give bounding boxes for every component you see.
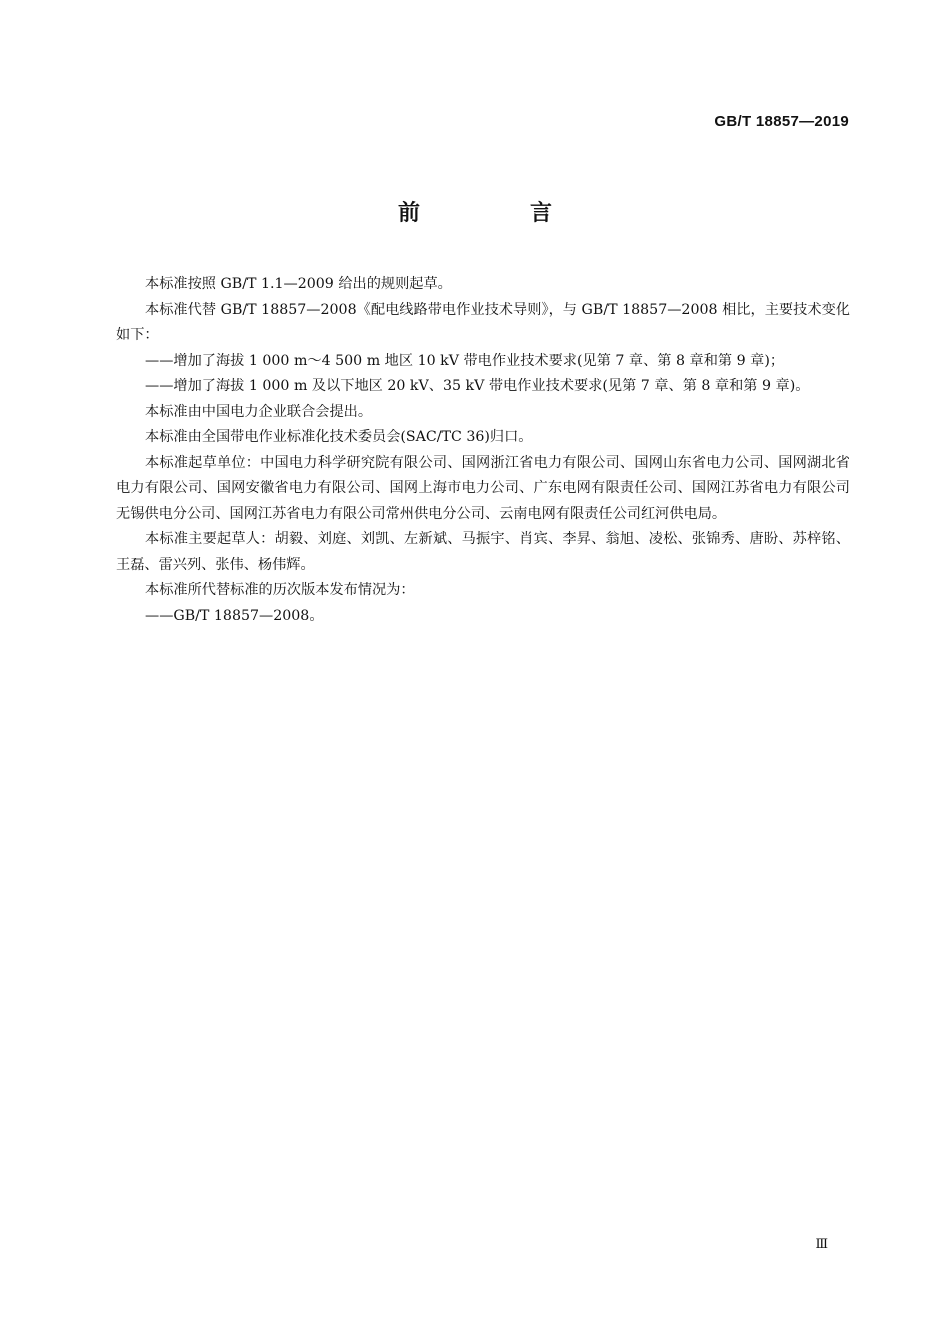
page-title: 前 言 (397, 201, 596, 226)
paragraph-drafting-rules: 本标准按照 GB/T 1.1—2009 给出的规则起草。 (145, 276, 452, 292)
paragraph-history-item: ——GB/T 18857—2008。 (145, 607, 324, 624)
paragraph-change-2: ——增加了海拔 1 000 m 及以下地区 20 kV、35 kV 带电作业技术要求(见第 7 章、第 8 章和第 9 章)。 (145, 378, 810, 394)
paragraph-change-1: ——增加了海拔 1 000 m～4 500 m 地区 10 kV 带电作业技术要求(见第 7 章、第 8 章和第 9 章)； (145, 352, 785, 369)
paragraph-drafters: 本标准主要起草人：胡毅、刘庭、刘凯、左新斌、马振宇、肖宾、李昇、翁旭、凌松、张锦秀、唐盼、苏梓铭、王磊、雷兴列、张伟、杨伟辉。 (116, 531, 850, 573)
paragraph-replaces: 本标准代替 GB/T 18857—2008《配电线路带电作业技术导则》，与 GB/T 18857—2008 相比，主要技术变化如下： (116, 301, 850, 343)
paragraph-proposed-by: 本标准由中国电力企业联合会提出。 (145, 403, 373, 420)
standard-code: GB/T 18857—2019 (714, 113, 849, 130)
paragraph-centralized-by: 本标准由全国带电作业标准化技术委员会(SAC/TC 36)归口。 (145, 429, 533, 445)
page-number: Ⅲ (815, 1237, 828, 1252)
foreword-body (116, 272, 850, 629)
paragraph-history-intro: 本标准所代替标准的历次版本发布情况为： (145, 582, 415, 598)
paragraph-drafting-units: 本标准起草单位：中国电力科学研究院有限公司、国网浙江省电力有限公司、国网山东省电力公司、国网湖北省电力有限公司、国网安徽省电力有限公司、国网上海市电力公司、广东电网有限责任公司、国网江苏省电力有限公司无锡供电分公司、国网江苏省电力有限公司常州供电分公司、云南电网有限责任公司红河供电局。 (116, 454, 850, 522)
